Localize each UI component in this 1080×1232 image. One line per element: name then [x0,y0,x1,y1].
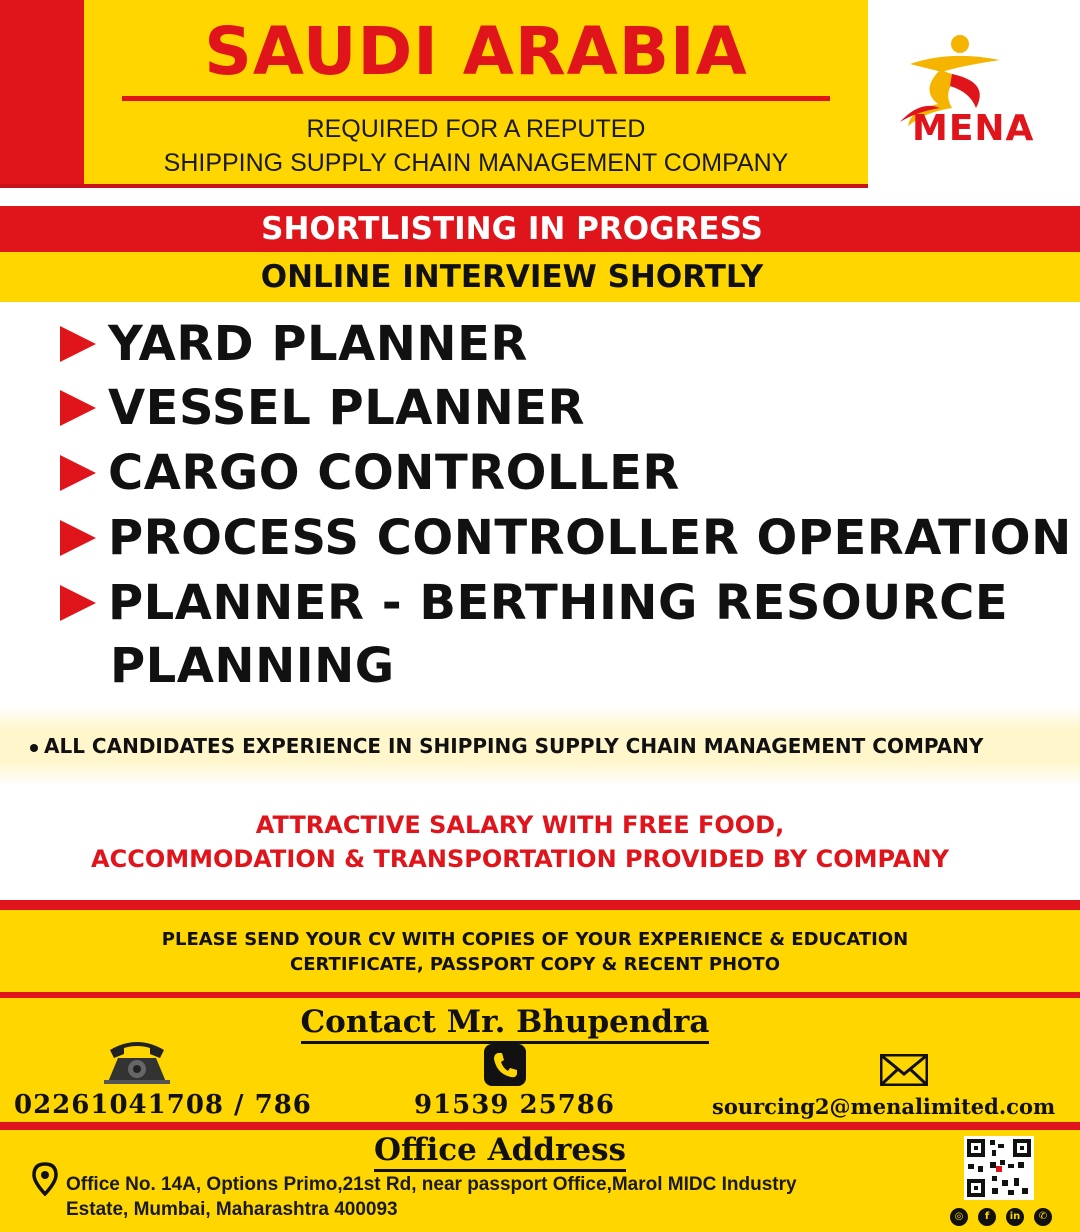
subtitle-line-1: REQUIRED FOR A REPUTED [306,115,646,143]
mobile-number[interactable]: 91539 25786 [414,1090,615,1120]
telephone-icon [104,1036,170,1084]
position-item [60,314,528,374]
status-interview: ONLINE INTERVIEW SHORTLY [260,259,764,295]
position-label: VESSEL PLANNER [108,380,586,436]
position-item [60,573,1008,633]
triangle-arrow-icon [60,390,96,426]
address-line-2: Estate, Mumbai, Maharashtra 400093 [66,1199,398,1220]
position-label: CARGO CONTROLLER [108,445,680,501]
office-band-top-border [0,1122,1080,1130]
page-title: SAUDI ARABIA [204,13,748,90]
location-pin-icon [32,1162,58,1196]
landline-number[interactable]: 02261041708 / 786 [14,1090,312,1120]
envelope-icon [880,1054,928,1086]
cv-request-line-2: CERTIFICATE, PASSPORT COPY & RECENT PHOTO [289,954,780,975]
header-shadow-bar [0,184,868,188]
benefits-line-2: ACCOMMODATION & TRANSPORTATION PROVIDED BY COMPANY [91,845,949,873]
email-address[interactable]: sourcing2@menalimited.com [712,1094,1056,1119]
instagram-icon[interactable]: ◎ [950,1208,968,1226]
title-underline [122,96,830,101]
subtitle-line-2: SHIPPING SUPPLY CHAIN MANAGEMENT COMPANY [163,149,789,177]
header-red-block [0,0,84,188]
cv-request-line-1: PLEASE SEND YOUR CV WITH COPIES OF YOUR EXPERIENCE & EDUCATION [161,929,909,950]
office-title-text: Office Address [374,1132,626,1172]
triangle-arrow-icon [60,326,96,362]
mobile-phone-icon [484,1044,526,1086]
triangle-arrow-icon [60,585,96,621]
position-item [60,443,680,503]
experience-note [30,730,1070,762]
facebook-icon[interactable]: f [978,1208,996,1226]
cv-band-top-border [0,900,1080,910]
status-shortlisting: SHORTLISTING IN PROGRESS [261,211,763,247]
logo-text: MENA [912,108,1035,149]
position-label: YARD PLANNER [108,316,528,372]
position-item [60,378,585,438]
address-line-1: Office No. 14A, Options Primo,21st Rd, near passport Office,Marol MIDC Industry [66,1174,797,1195]
bullet-dot-icon [30,744,38,752]
benefits-line-1: ATTRACTIVE SALARY WITH FREE FOOD, [255,811,785,839]
position-label: PROCESS CONTROLLER OPERATION [108,510,1072,566]
position-label: PLANNER - BERTHING RESOURCE [108,575,1009,631]
qr-code-icon[interactable] [964,1136,1034,1200]
contact-title-text: Contact Mr. Bhupendra [301,1004,710,1044]
whatsapp-icon[interactable]: ✆ [1034,1208,1052,1226]
linkedin-icon[interactable]: in [1006,1208,1024,1226]
experience-note-text: ALL CANDIDATES EXPERIENCE IN SHIPPING SUPPLY CHAIN MANAGEMENT COMPANY [44,734,984,758]
social-icons-row [950,1208,1056,1228]
triangle-arrow-icon [60,520,96,556]
triangle-arrow-icon [60,455,96,491]
position-label-continuation: PLANNING [110,638,395,694]
office-title [0,1130,1000,1170]
position-item [60,508,1072,568]
